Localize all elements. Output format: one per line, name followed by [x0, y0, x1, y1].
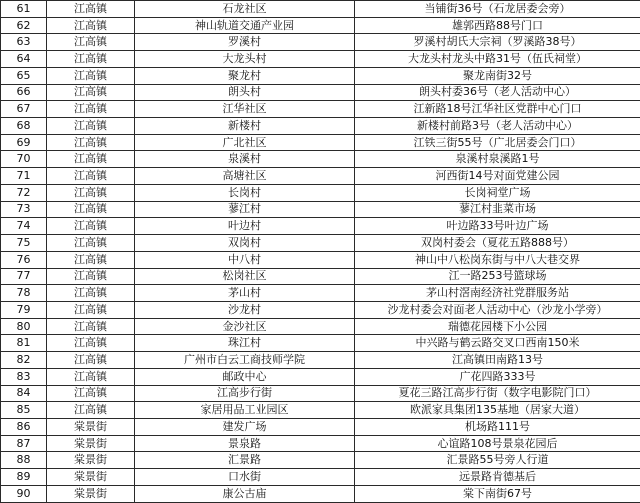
- location-cell: 江华社区: [135, 101, 355, 118]
- address-cell: 大龙头村龙头中路31号（伍氏祠堂）: [355, 51, 640, 68]
- table-row: [1, 335, 640, 352]
- address-cell: 河西街14号对面党建公园: [355, 168, 640, 185]
- address-cell: 欧派家具集团135基地（居家大道）: [355, 402, 640, 419]
- table-row: [1, 285, 640, 302]
- address-cell: 棠下南街67号: [355, 485, 640, 502]
- town-cell: 江高镇: [47, 134, 135, 151]
- address-cell: 朗头村委36号（老人活动中心）: [355, 84, 640, 101]
- address-cell: 机场路111号: [355, 418, 640, 435]
- table-row: [1, 301, 640, 318]
- row-number-cell: 64: [1, 51, 47, 68]
- row-number-cell: 68: [1, 118, 47, 135]
- town-cell: 棠景街: [47, 418, 135, 435]
- row-number-cell: 86: [1, 418, 47, 435]
- row-number-cell: 84: [1, 385, 47, 402]
- address-cell: 泉溪村泉溪路1号: [355, 151, 640, 168]
- address-cell: 聚龙南街32号: [355, 67, 640, 84]
- town-cell: 江高镇: [47, 352, 135, 369]
- row-number-cell: 78: [1, 285, 47, 302]
- row-number-cell: 89: [1, 469, 47, 486]
- row-number-cell: 65: [1, 67, 47, 84]
- row-number-cell: 82: [1, 352, 47, 369]
- row-number-cell: 73: [1, 201, 47, 218]
- town-cell: 江高镇: [47, 318, 135, 335]
- town-cell: 江高镇: [47, 151, 135, 168]
- row-number-cell: 77: [1, 268, 47, 285]
- row-number-cell: 66: [1, 84, 47, 101]
- town-cell: 江高镇: [47, 168, 135, 185]
- row-number-cell: 72: [1, 184, 47, 201]
- location-cell: 沙龙村: [135, 301, 355, 318]
- town-cell: 棠景街: [47, 485, 135, 502]
- row-number-cell: 63: [1, 34, 47, 51]
- table-row: [1, 134, 640, 151]
- town-cell: 江高镇: [47, 184, 135, 201]
- address-cell: 远景路肯德基后: [355, 469, 640, 486]
- location-cell: 广北社区: [135, 134, 355, 151]
- address-cell: 心谊路108号景泉花园后: [355, 435, 640, 452]
- town-cell: 江高镇: [47, 101, 135, 118]
- town-cell: 江高镇: [47, 335, 135, 352]
- table-row: [1, 251, 640, 268]
- town-cell: 江高镇: [47, 17, 135, 34]
- address-cell: 江铁三街55号（广北居委会门口）: [355, 134, 640, 151]
- address-cell: 神山中八松岗东街与中八大巷交界: [355, 251, 640, 268]
- row-number-cell: 62: [1, 17, 47, 34]
- address-cell: 江新路18号江华社区党群中心门口: [355, 101, 640, 118]
- town-cell: 江高镇: [47, 218, 135, 235]
- address-cell: 江高镇田南路13号: [355, 352, 640, 369]
- row-number-cell: 90: [1, 485, 47, 502]
- location-cell: 金沙社区: [135, 318, 355, 335]
- row-number-cell: 88: [1, 452, 47, 469]
- location-cell: 康公古庙: [135, 485, 355, 502]
- address-cell: 夏花三路江高步行街（数字电影院门口）: [355, 385, 640, 402]
- address-cell: 罗溪村胡氏大宗祠（罗溪路38号）: [355, 34, 640, 51]
- location-cell: 汇景路: [135, 452, 355, 469]
- row-number-cell: 76: [1, 251, 47, 268]
- row-number-cell: 67: [1, 101, 47, 118]
- location-cell: 朗头村: [135, 84, 355, 101]
- town-cell: 江高镇: [47, 368, 135, 385]
- table-row: [1, 51, 640, 68]
- table-row: [1, 218, 640, 235]
- table-row: [1, 485, 640, 502]
- location-cell: 松岗社区: [135, 268, 355, 285]
- table-row: [1, 84, 640, 101]
- location-cell: 罗溪村: [135, 34, 355, 51]
- table-row: [1, 17, 640, 34]
- town-cell: 江高镇: [47, 34, 135, 51]
- town-cell: 江高镇: [47, 201, 135, 218]
- location-cell: 珠江村: [135, 335, 355, 352]
- location-cell: 大龙头村: [135, 51, 355, 68]
- address-cell: 广花四路333号: [355, 368, 640, 385]
- address-cell: 茅山村滘南经济社党群服务站: [355, 285, 640, 302]
- address-cell: 汇景路55号旁人行道: [355, 452, 640, 469]
- town-cell: 棠景街: [47, 435, 135, 452]
- location-cell: 中八村: [135, 251, 355, 268]
- location-cell: 茅山村: [135, 285, 355, 302]
- row-number-cell: 83: [1, 368, 47, 385]
- location-cell: 叶边村: [135, 218, 355, 235]
- row-number-cell: 71: [1, 168, 47, 185]
- address-cell: 长岗祠堂广场: [355, 184, 640, 201]
- location-cell: 口水街: [135, 469, 355, 486]
- table-row: [1, 435, 640, 452]
- row-number-cell: 79: [1, 301, 47, 318]
- table-row: [1, 452, 640, 469]
- address-cell: 蓼江村韭菜市场: [355, 201, 640, 218]
- table-row: [1, 1, 640, 18]
- location-cell: 蓼江村: [135, 201, 355, 218]
- location-cell: 石龙社区: [135, 1, 355, 18]
- address-cell: 双岗村委会（夏花五路888号）: [355, 235, 640, 252]
- table-row: [1, 201, 640, 218]
- row-number-cell: 75: [1, 235, 47, 252]
- table-row: [1, 118, 640, 135]
- row-number-cell: 69: [1, 134, 47, 151]
- table-row: [1, 101, 640, 118]
- location-cell: 景泉路: [135, 435, 355, 452]
- row-number-cell: 87: [1, 435, 47, 452]
- table-row: [1, 235, 640, 252]
- table-row: [1, 418, 640, 435]
- address-cell: 瑞德花园楼下小公园: [355, 318, 640, 335]
- address-cell: 雄郭西路88号门口: [355, 17, 640, 34]
- location-cell: 双岗村: [135, 235, 355, 252]
- table-row: [1, 67, 640, 84]
- row-number-cell: 70: [1, 151, 47, 168]
- town-cell: 江高镇: [47, 51, 135, 68]
- location-cell: 长岗村: [135, 184, 355, 201]
- table-row: [1, 168, 640, 185]
- address-cell: 当铺街36号（石龙居委会旁）: [355, 1, 640, 18]
- row-number-cell: 85: [1, 402, 47, 419]
- table-row: [1, 268, 640, 285]
- table-body: [1, 1, 640, 503]
- town-cell: 江高镇: [47, 402, 135, 419]
- address-cell: 新楼村前路3号（老人活动中心）: [355, 118, 640, 135]
- location-cell: 新楼村: [135, 118, 355, 135]
- table-row: [1, 469, 640, 486]
- table-row: [1, 34, 640, 51]
- address-cell: 中兴路与鹤云路交叉口西南150米: [355, 335, 640, 352]
- town-cell: 江高镇: [47, 235, 135, 252]
- row-number-cell: 81: [1, 335, 47, 352]
- town-cell: 江高镇: [47, 67, 135, 84]
- town-cell: 江高镇: [47, 285, 135, 302]
- table-row: [1, 368, 640, 385]
- table-row: [1, 385, 640, 402]
- town-cell: 棠景街: [47, 452, 135, 469]
- location-cell: 高塘社区: [135, 168, 355, 185]
- row-number-cell: 74: [1, 218, 47, 235]
- town-cell: 江高镇: [47, 118, 135, 135]
- town-cell: 江高镇: [47, 1, 135, 18]
- location-cell: 聚龙村: [135, 67, 355, 84]
- town-cell: 江高镇: [47, 251, 135, 268]
- row-number-cell: 80: [1, 318, 47, 335]
- location-cell: 广州市白云工商技师学院: [135, 352, 355, 369]
- address-cell: 江一路253号篮球场: [355, 268, 640, 285]
- location-cell: 泉溪村: [135, 151, 355, 168]
- town-cell: 江高镇: [47, 301, 135, 318]
- address-cell: 叶边路33号叶边广场: [355, 218, 640, 235]
- table-row: [1, 318, 640, 335]
- table-row: [1, 402, 640, 419]
- table-row: [1, 352, 640, 369]
- town-cell: 棠景街: [47, 469, 135, 486]
- town-cell: 江高镇: [47, 84, 135, 101]
- location-cell: 江高步行街: [135, 385, 355, 402]
- town-cell: 江高镇: [47, 385, 135, 402]
- location-cell: 邮政中心: [135, 368, 355, 385]
- location-cell: 建发广场: [135, 418, 355, 435]
- row-number-cell: 61: [1, 1, 47, 18]
- table-row: [1, 184, 640, 201]
- location-cell: 神山轨道交通产业园: [135, 17, 355, 34]
- table-row: [1, 151, 640, 168]
- address-cell: 沙龙村委会对面老人活动中心（沙龙小学旁）: [355, 301, 640, 318]
- town-cell: 江高镇: [47, 268, 135, 285]
- location-cell: 家居用品工业园区: [135, 402, 355, 419]
